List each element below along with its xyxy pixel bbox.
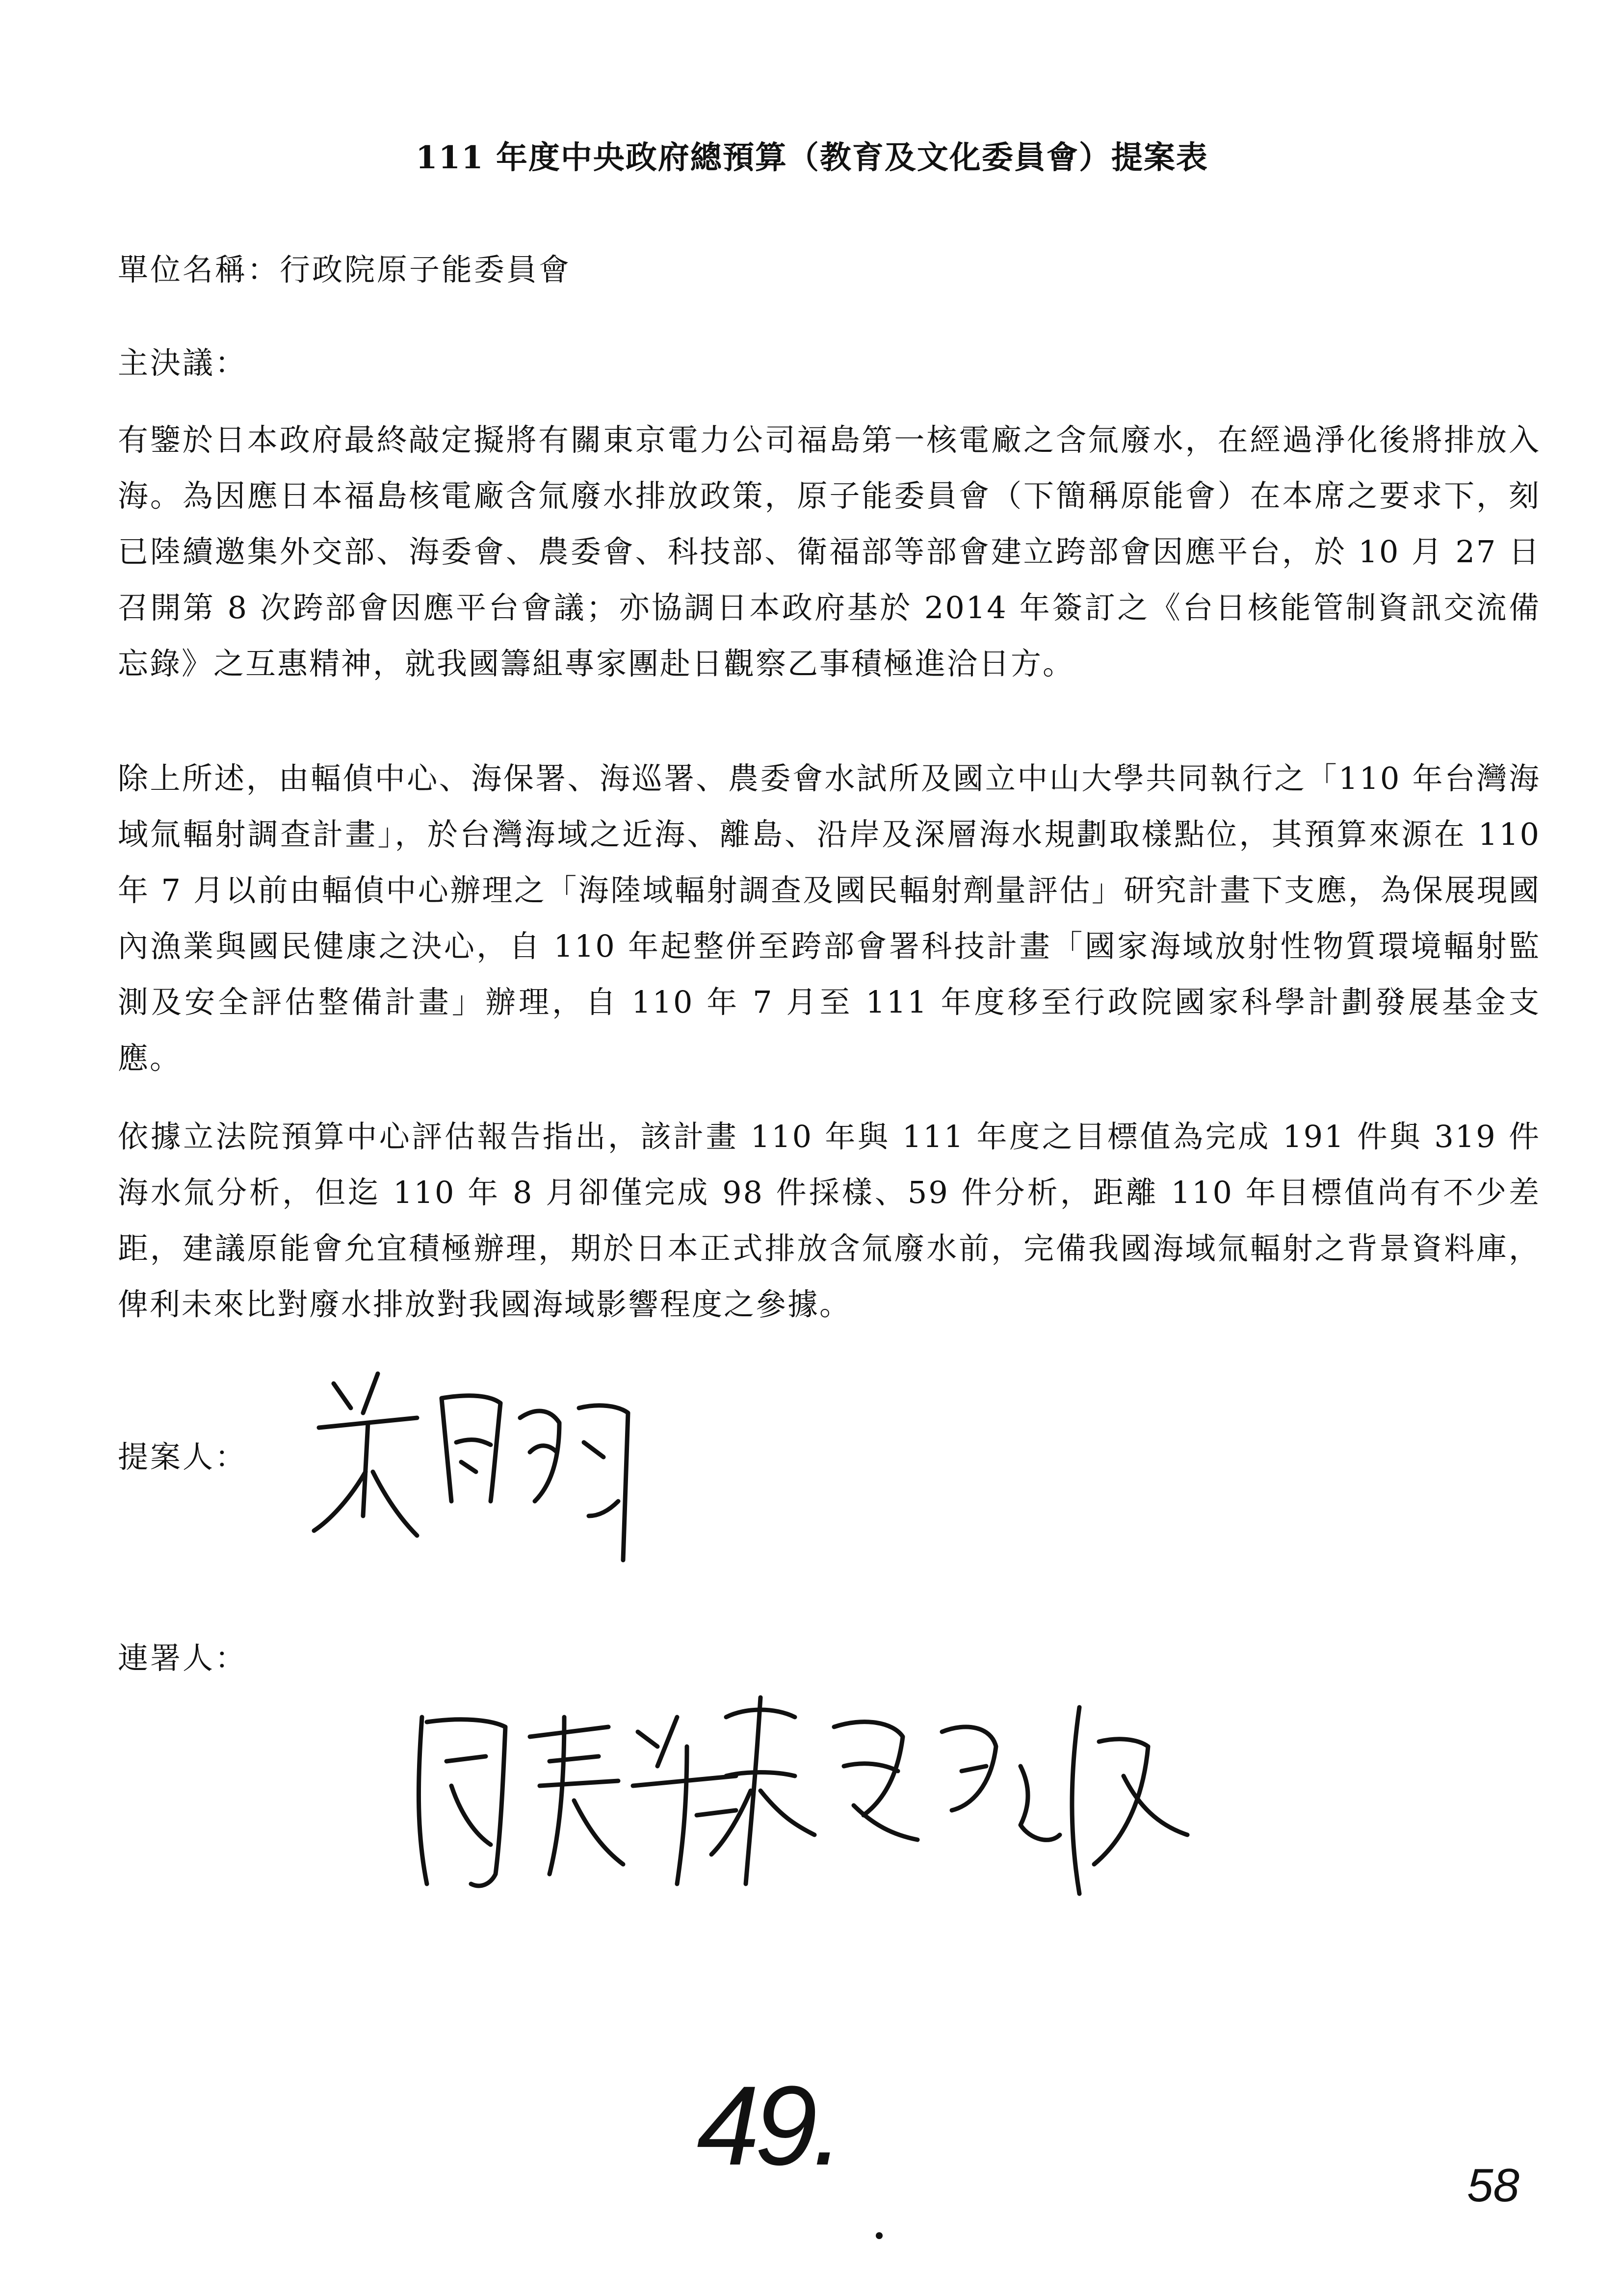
document-title: 111 年度中央政府總預算（教育及文化委員會）提案表 (416, 139, 1208, 176)
cosigner-signature-2 (707, 1678, 1197, 1904)
proposer-signature (304, 1354, 657, 1590)
main-resolution-label: 主決議： (118, 345, 248, 381)
page-number: 49. (697, 2062, 839, 2189)
sheet-number: 58 (1467, 2159, 1519, 2212)
unit-name-line: 單位名稱：行政院原子能委員會 (118, 252, 572, 287)
paragraph-3: 依據立法院預算中心評估報告指出，該計畫 110 年與 111 年度之目標值為完成 191 件與 319 件海水氚分析，但迄 110 年 8 月卻僅完成 98 件採樣、59 件分析，距離 110 年目標值尚有不少差距，建議原能會允宜積極辦理，期於日本正式排放含氚廢水前，完備我國海域氚輻射之背景資料庫，俾利未來比對廢水排放對我國海域影響程度之參據。 (118, 1119, 1541, 1322)
ink-dot (876, 2232, 883, 2239)
proposer-label: 提案人： (118, 1439, 248, 1475)
paragraph-2: 除上所述，由輻偵中心、海保署、海巡署、農委會水試所及國立中山大學共同執行之「110 年台灣海域氚輻射調查計畫」，於台灣海域之近海、離島、沿岸及深層海水規劃取樣點位，其預算來源在 110 年 7 月以前由輻偵中心辦理之「海陸域輻射調查及國民輻射劑量評估」研究計畫下支應，為保展現國內漁業與國民健康之決心，自 110 年起整併至跨部會署科技計畫「國家海域放射性物質環境輻射監測及安全評估整備計畫」辦理，自 110 年 7 月至 111 年度移至行政院國家科學計劃發展基金支應。 (118, 760, 1541, 1076)
paragraph-1: 有鑒於日本政府最終敲定擬將有關東京電力公司福島第一核電廠之含氚廢水，在經過淨化後將排放入海。為因應日本福島核電廠含氚廢水排放政策，原子能委員會（下簡稱原能會）在本席之要求下，刻已陸續邀集外交部、海委會、農委會、科技部、衛福部等部會建立跨部會因應平台，於 10 月 27 日召開第 8 次跨部會因應平台會議；亦協調日本政府基於 2014 年簽訂之《台日核能管制資訊交流備忘錄》之互惠精神，就我國籌組專家團赴日觀察乙事積極進洽日方。 (118, 422, 1541, 681)
cosigner-label: 連署人： (118, 1640, 248, 1676)
cosigner-signature-1 (402, 1688, 756, 1904)
